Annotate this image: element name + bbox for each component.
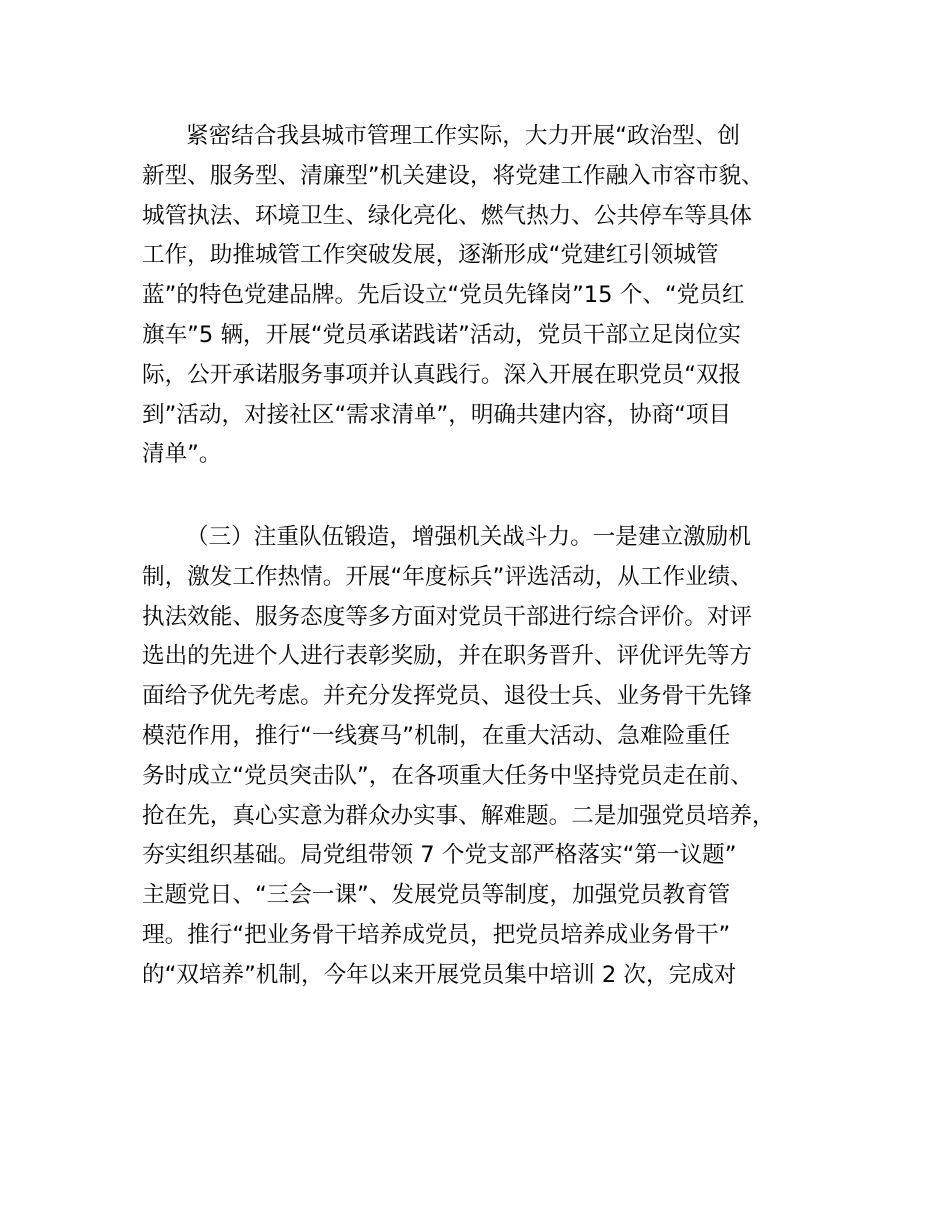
paragraph-line: 蓝”的特色党建品牌。先后设立“党员先锋岗”15 个、“党员红 [142, 282, 745, 309]
paragraph-line: 抢在先，真心实意为群众办实事、解难题。二是加强党员培养， [142, 802, 775, 829]
paragraph-line: 面给予优先考虑。并充分发挥党员、退役士兵、业务骨干先锋 [142, 683, 753, 710]
paragraph-line: 夯实组织基础。局党组带领 7 个党支部严格落实“第一议题” [142, 842, 737, 869]
paragraph-line: 城管执法、环境卫生、绿化亮化、燃气热力、公共停车等具体 [142, 202, 753, 229]
paragraph-line: 工作，助推城管工作突破发展，逐渐形成“党建红引领城管 [142, 242, 719, 269]
paragraph-line: 到”活动，对接社区“需求清单”，明确共建内容，协商“项目 [142, 401, 732, 428]
paragraph-2 [142, 518, 842, 996]
paragraph-line: 紧密结合我县城市管理工作实际，大力开展“政治型、创 [186, 123, 740, 149]
paragraph-1 [142, 117, 842, 475]
paragraph-line: 际，公开承诺服务事项并认真践行。深入开展在职党员“双报 [142, 361, 742, 388]
paragraph-line: 新型、服务型、清廉型”机关建设，将党建工作融入市容市貌、 [142, 162, 764, 189]
paragraph-line: 旗车”5 辆，开展“党员承诺践诺”活动，党员干部立足岗位实 [142, 321, 741, 348]
paragraph-line: 选出的先进个人进行表彰奖励，并在职务晋升、评优评先等方 [142, 643, 753, 670]
paragraph-line: 务时成立“党员突击队”，在各项重大任务中坚持党员走在前、 [142, 762, 753, 789]
paragraph-line: 制，激发工作热情。开展“年度标兵”评选活动，从工作业绩、 [142, 563, 753, 590]
paragraph-line: 执法效能、服务态度等多方面对党员干部进行综合评价。对评 [142, 603, 753, 630]
paragraph-line: 清单”。 [142, 441, 222, 468]
paragraph-line: 的“双培养”机制，今年以来开展党员集中培训 2 次，完成对 [142, 961, 737, 988]
paragraph-line: 主题党日、“三会一课”、发展党员等制度，加强党员教育管 [142, 882, 731, 909]
paragraph-line: 理。推行“把业务骨干培养成党员，把党员培养成业务骨干” [142, 921, 731, 948]
paragraph-line: 模范作用，推行“一线赛马”机制，在重大活动、急难险重任 [142, 722, 731, 749]
paragraph-line: （三）注重队伍锻造，增强机关战斗力。一是建立激励机 [186, 524, 751, 550]
